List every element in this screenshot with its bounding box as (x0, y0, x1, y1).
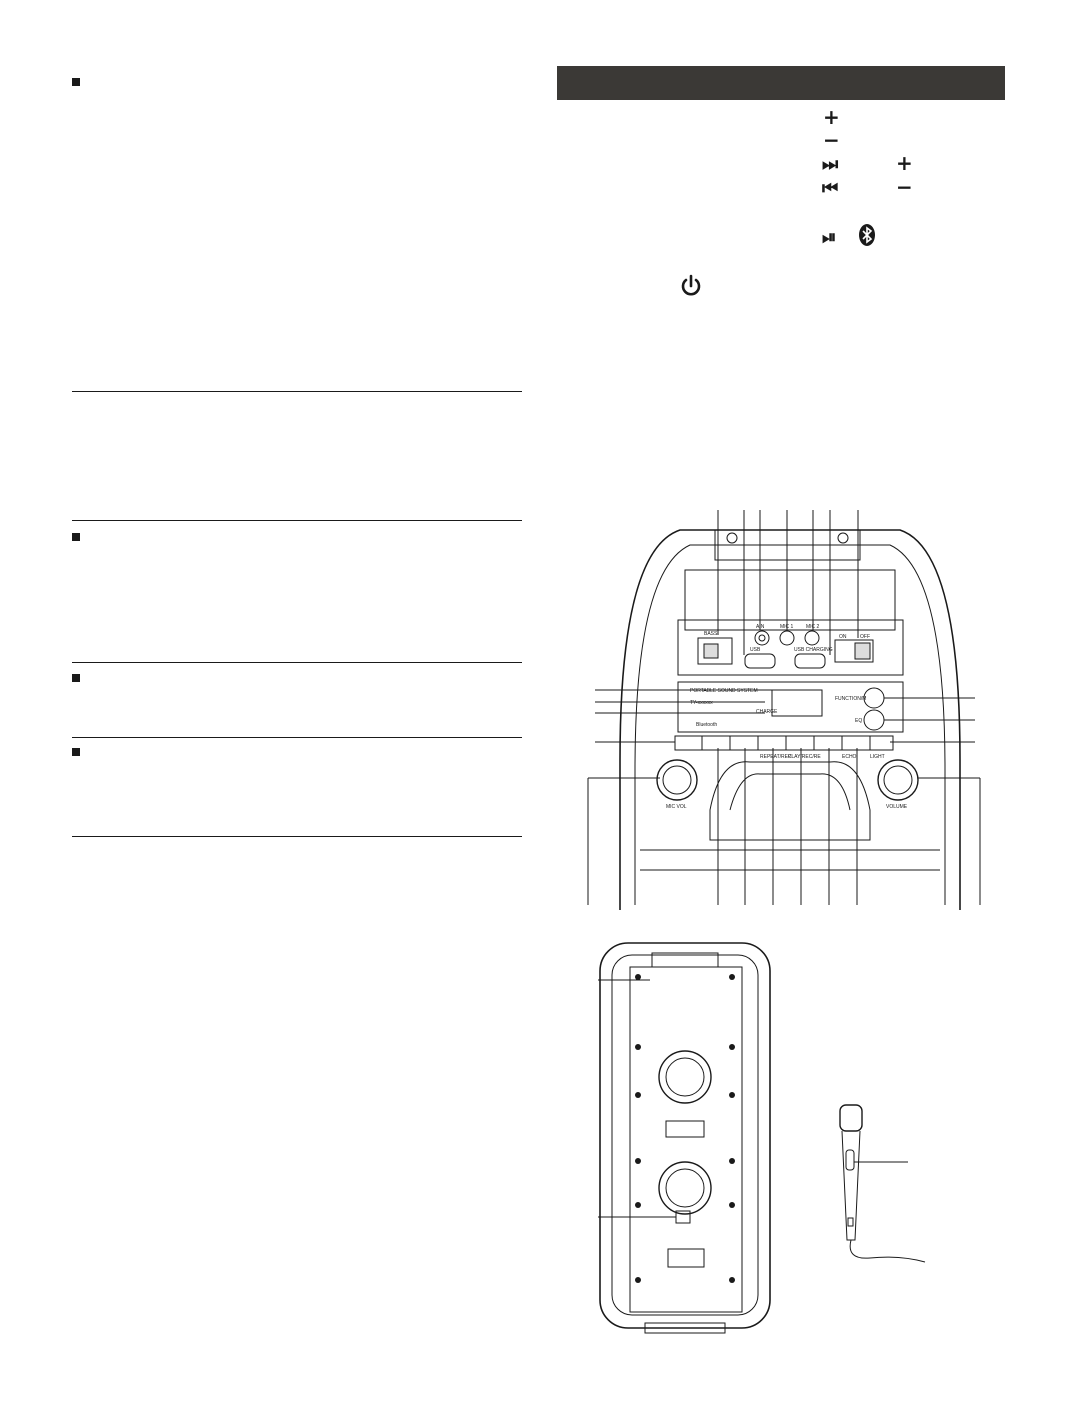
label-bluetooth: Bluetooth (696, 722, 718, 728)
bullet-marker-3 (72, 674, 80, 682)
section-divider-4 (72, 737, 522, 738)
label-play-record: PLAY/REC/RE (788, 754, 821, 760)
label-function-m: FUNCTION/M (835, 696, 867, 702)
label-echo: ECHO (842, 754, 857, 760)
label-model: TY-xxxxxx (690, 700, 713, 706)
section-divider-5 (72, 836, 522, 837)
label-eq: EQ (855, 718, 863, 724)
play-pause-icon: ⏯ (822, 227, 837, 248)
label-ain: AIN (756, 624, 765, 630)
label-on: ON (839, 634, 847, 640)
label-volume: VOLUME (886, 804, 908, 810)
power-icon (679, 274, 703, 298)
plus-icon-2: + (896, 151, 913, 175)
label-bass: BASS (704, 631, 718, 637)
prev-track-icon: ⏮ (822, 178, 839, 199)
label-repeat-rec: REPEAT/REC (760, 754, 792, 760)
section-header-bar (557, 66, 1005, 100)
microphone-diagram (820, 1100, 940, 1270)
label-off: OFF (860, 634, 870, 640)
label-usb-charging: USB CHARGING (794, 647, 833, 653)
plus-icon: + (823, 105, 840, 129)
section-divider-3 (72, 662, 522, 663)
bluetooth-icon (857, 223, 877, 247)
label-charge: CHARGE (756, 709, 778, 715)
section-divider-1 (72, 391, 522, 392)
section-divider-2 (72, 520, 522, 521)
label-usb: USB (750, 647, 761, 653)
next-track-icon: ⏭ (822, 154, 839, 175)
bullet-marker-4 (72, 748, 80, 756)
label-light: LIGHT (870, 754, 885, 760)
label-mic-vol: MIC VOL (666, 804, 687, 810)
bullet-marker-1 (72, 78, 80, 86)
label-portable-sound-system: PORTABLE SOUND SYSTEM (690, 688, 758, 694)
label-mic2: MIC 2 (806, 624, 820, 630)
minus-icon-2: − (896, 175, 913, 199)
front-panel-diagram (580, 510, 1000, 910)
label-mic1: MIC 1 (780, 624, 794, 630)
minus-icon: − (823, 128, 840, 152)
bullet-marker-2 (72, 533, 80, 541)
rear-panel-diagram (590, 935, 780, 1335)
